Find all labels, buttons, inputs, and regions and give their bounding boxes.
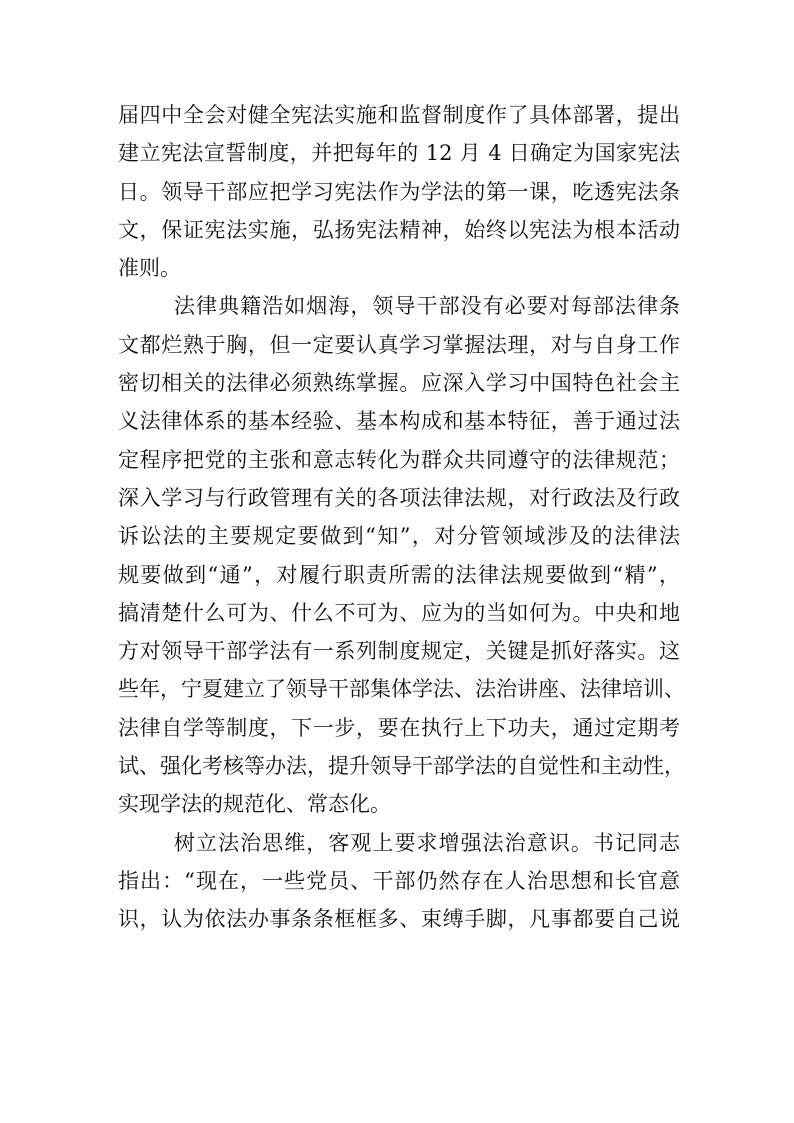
text-line: 文都烂熟于胸，但一定要认真学习掌握法理，对与自身工作 bbox=[118, 332, 680, 357]
text-line: 建立宪法宣誓制度，并把每年的 12 月 4 日确定为国家宪法 bbox=[118, 141, 680, 166]
text-line: 些年，宁夏建立了领导干部集体学法、法治讲座、法律培训、 bbox=[118, 677, 685, 702]
text-line: 识，认为依法办事条条框框多、束缚手脚，凡事都要自己说 bbox=[118, 907, 680, 932]
text-line: 法律自学等制度，下一步，要在执行上下功夫，通过定期考 bbox=[118, 715, 680, 740]
text-line: 深入学习与行政管理有关的各项法律法规，对行政法及行政 bbox=[118, 485, 680, 510]
text-line: 日。领导干部应把学习宪法作为学法的第一课，吃透宪法条 bbox=[118, 179, 680, 204]
text-line: 规要做到“通”，对履行职责所需的法律法规要做到“精”， bbox=[118, 562, 680, 587]
text-line: 定程序把党的主张和意志转化为群众共同遵守的法律规范； bbox=[118, 447, 680, 472]
text-line: 届四中全会对健全宪法实施和监督制度作了具体部署，提出 bbox=[118, 103, 680, 127]
body-text bbox=[118, 96, 685, 939]
paragraph-start-line: 树立法治思维，客观上要求增强法治意识。书记同志 bbox=[174, 830, 680, 855]
text-line: 指出：“现在，一些党员、干部仍然存在人治思想和长官意 bbox=[118, 868, 680, 893]
text-line: 文，保证宪法实施，弘扬宪法精神，始终以宪法为根本活动 bbox=[118, 217, 680, 242]
text-line: 密切相关的法律必须熟练掌握。应深入学习中国特色社会主 bbox=[118, 371, 680, 396]
text-line: 诉讼法的主要规定要做到“知”，对分管领域涉及的法律法 bbox=[118, 524, 680, 549]
paragraph-start-line: 法律典籍浩如烟海，领导干部没有必要对每部法律条 bbox=[174, 294, 680, 319]
text-line: 搞清楚什么可为、什么不可为、应为的当如何为。中央和地 bbox=[118, 600, 680, 625]
text-line: 准则。 bbox=[118, 256, 181, 281]
text-line: 试、强化考核等办法，提升领导干部学法的自觉性和主动性， bbox=[118, 754, 685, 779]
text-line: 义法律体系的基本经验、基本构成和基本特征，善于通过法 bbox=[118, 409, 680, 434]
text-line: 实现学法的规范化、常态化。 bbox=[118, 792, 391, 817]
text-line: 方对领导干部学法有一系列制度规定，关键是抓好落实。这 bbox=[118, 639, 680, 664]
